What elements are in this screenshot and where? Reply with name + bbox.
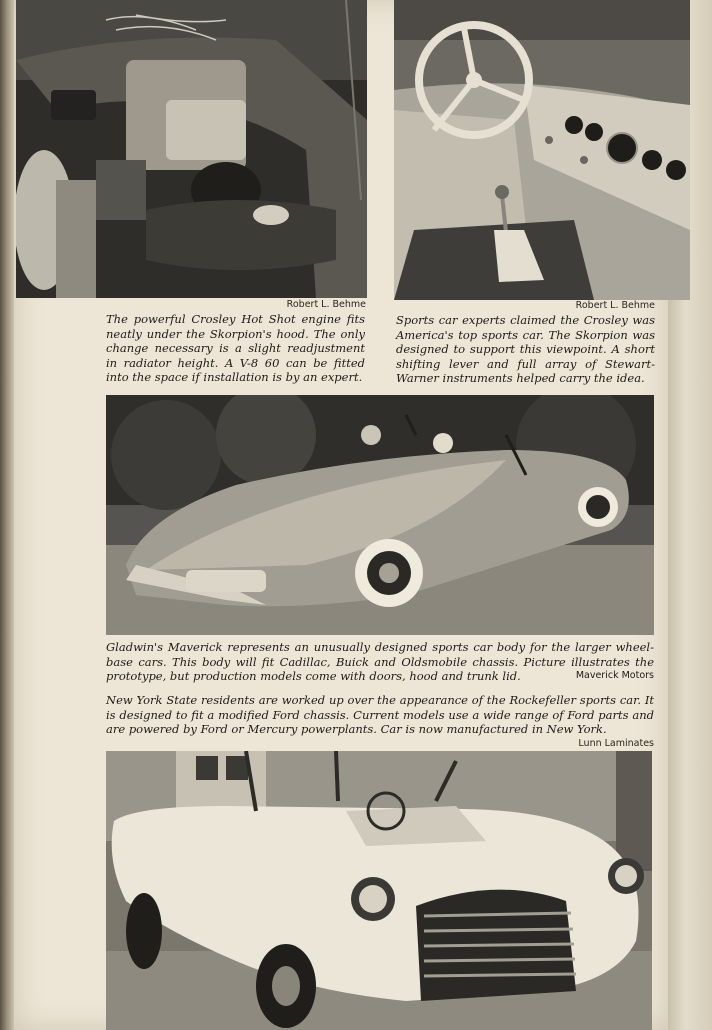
engine-photo xyxy=(16,0,367,298)
rockefeller-photo xyxy=(106,751,652,1030)
maverick-photo xyxy=(106,395,654,635)
maverick-photo-credit: Maverick Motors xyxy=(575,670,654,681)
dashboard-photo-credit: Robert L. Behme xyxy=(575,300,655,311)
maverick-caption-text: Gladwin's Maverick represents an unusually designed sports car body for the larger wheel-base cars. This body will fit Cadillac, Buick and Oldsmobile chassis. Picture illustrates the prototype, but production models come with doors, hood and trunk lid. xyxy=(106,640,654,683)
maverick-caption xyxy=(106,640,654,684)
rockefeller-caption: New York State residents are worked up over the appearance of the Rockefeller sports car. It is designed to fit a modified Ford chassis. Current models use a wide range of Ford parts and are powered by Ford or Mercury powerplants. Car is now manufactured in New York. xyxy=(106,693,654,736)
dashboard-caption: Sports car experts claimed the Crosley was America's top sports car. The Skorpion was designed to support this viewpoint. A short shifting lever and full array of Stewart-Warner instruments helped carry the idea. xyxy=(396,313,655,385)
engine-caption: The powerful Crosley Hot Shot engine fits neatly under the Skorpion's hood. The only change necessary is a slight readjustment in radiator height. A V-8 60 can be fitted into the space if installation is by an expert. xyxy=(106,312,365,384)
engine-photo-credit: Robert L. Behme xyxy=(286,299,366,310)
dashboard-photo xyxy=(394,0,690,300)
rockefeller-photo-credit: Lunn Laminates xyxy=(578,738,654,749)
